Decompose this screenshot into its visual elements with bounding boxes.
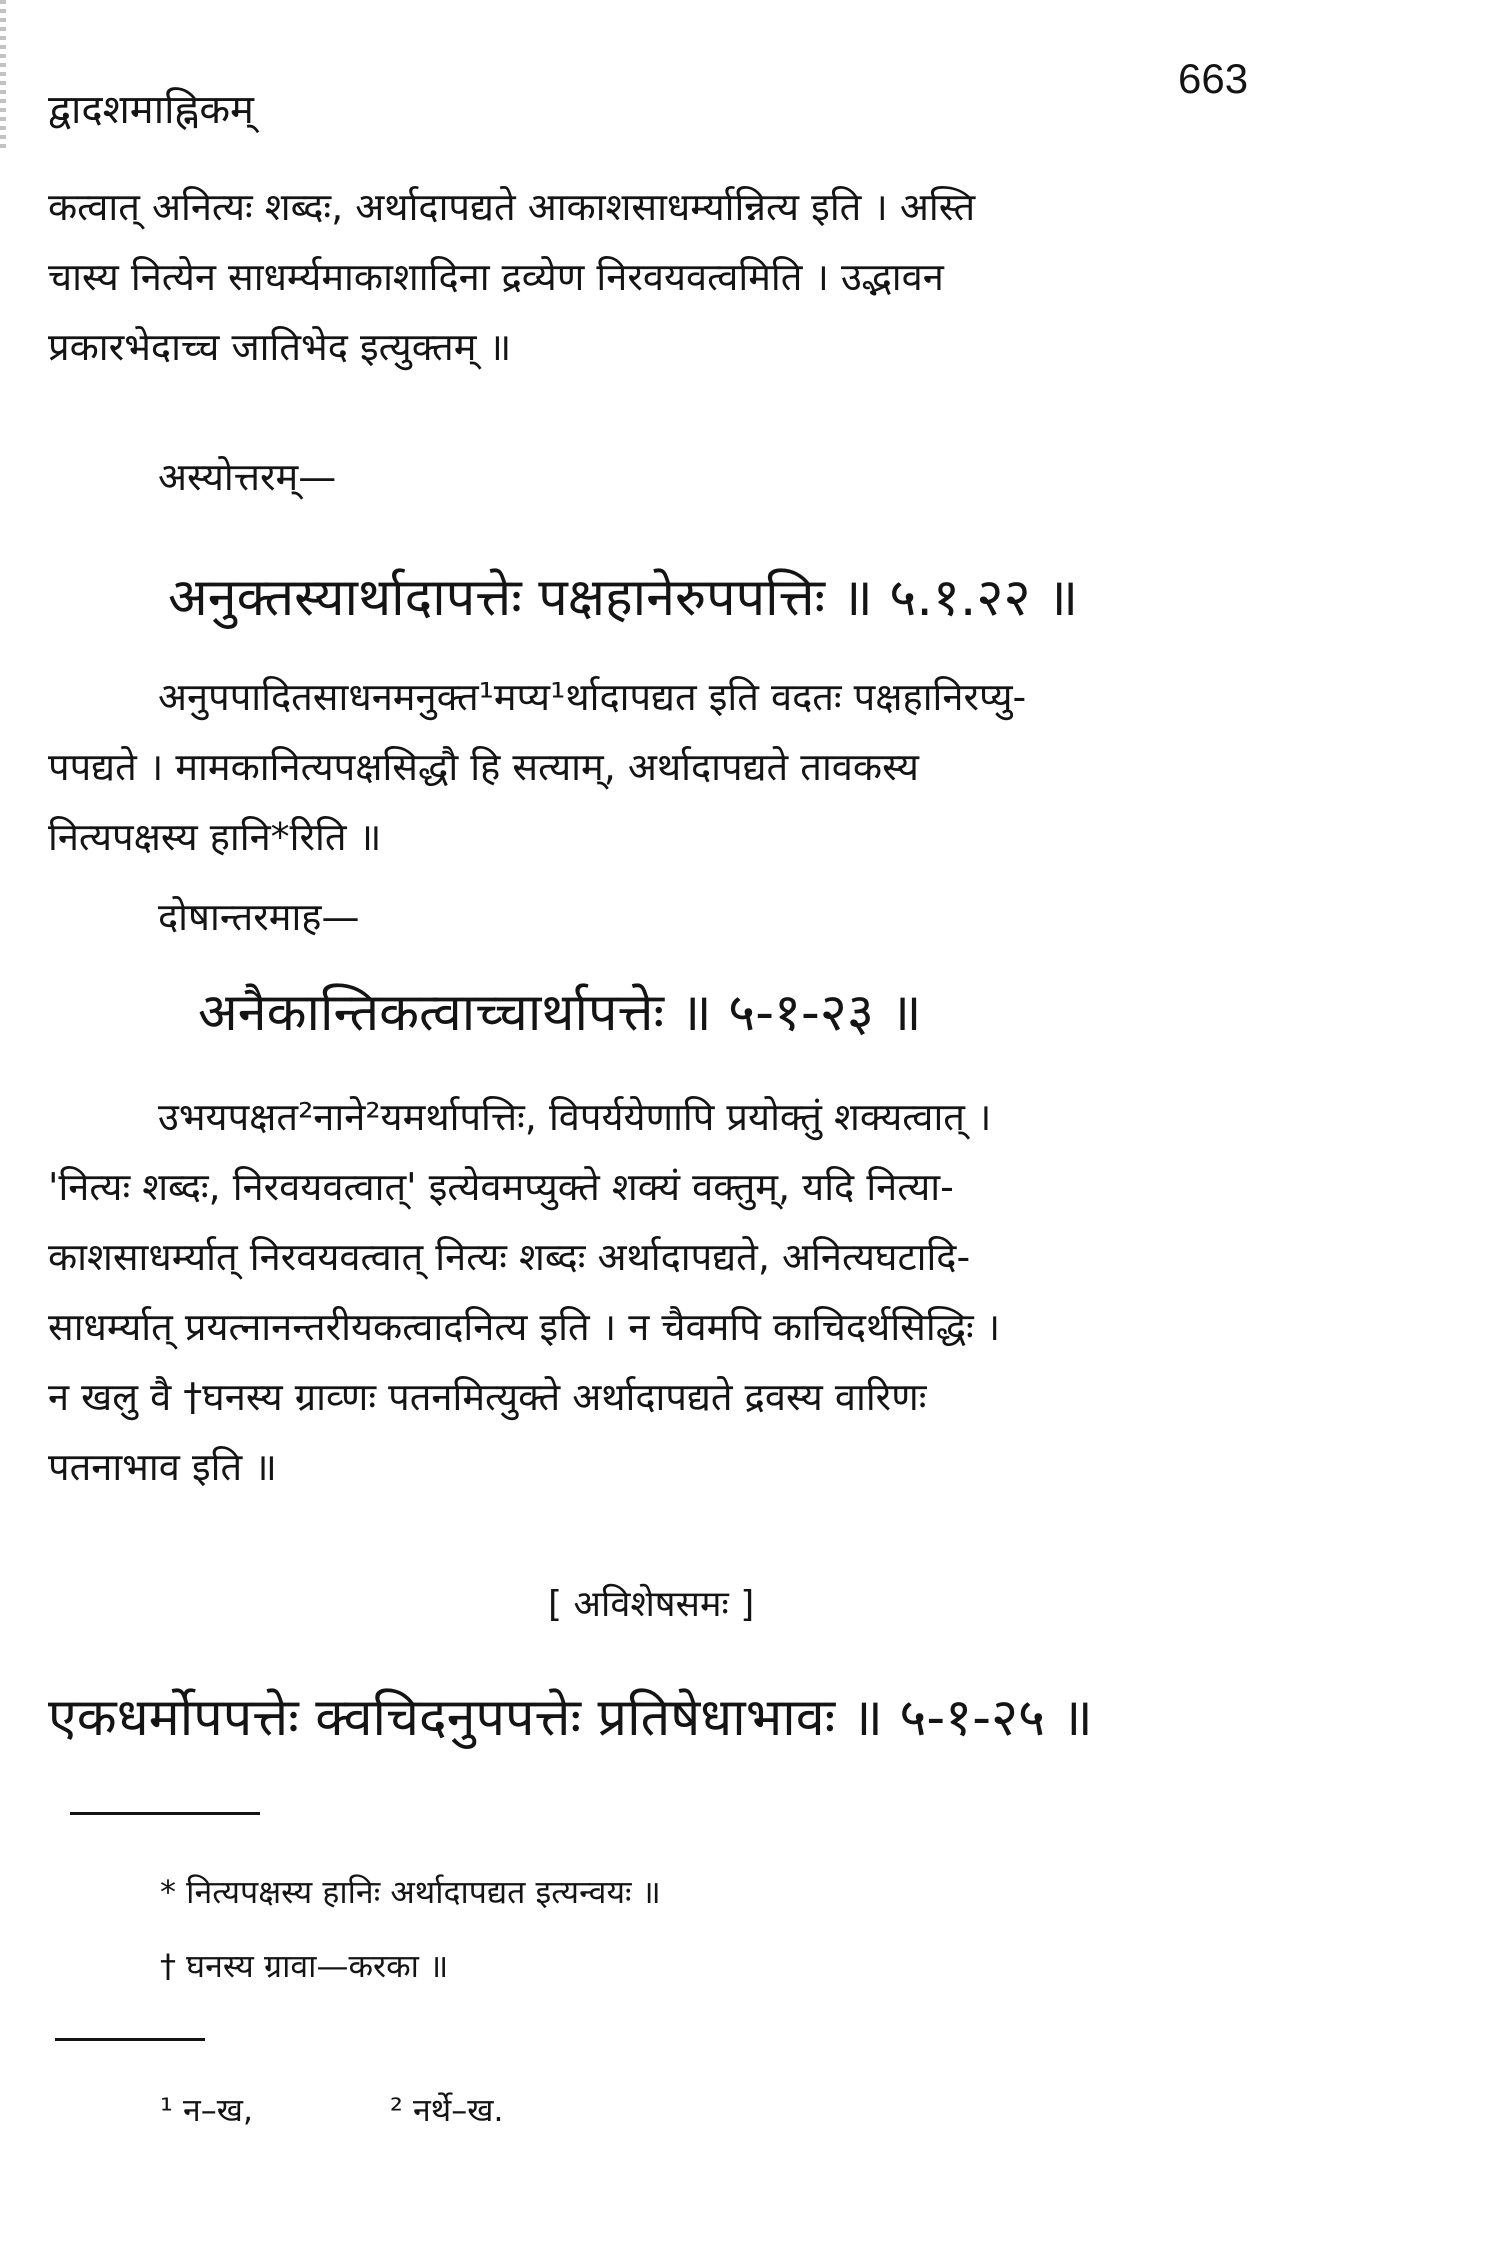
- running-header-title: द्वादशमाह्निकम्: [48, 87, 254, 133]
- footnote-dagger: † घनस्य ग्रावा—करका ॥: [160, 1947, 449, 1985]
- para3-line-6: पतनाभाव इति ॥: [48, 1445, 277, 1489]
- scan-edge-artifact: [0, 0, 6, 150]
- para2-line-2: पपद्यते । मामकानित्यपक्षसिद्धौ हि सत्याम्, अर्थादापद्यते तावकस्य: [48, 745, 919, 789]
- para1-line-1: कत्वात् अनित्यः शब्दः, अर्थादापद्यते आकाशसाधर्म्यान्नित्य इति । अस्ति: [48, 185, 976, 229]
- para3-line-2: 'नित्यः शब्दः, निरवयवत्वात्' इत्येवमप्युक्ते शक्यं वक्तुम्, यदि नित्या-: [48, 1165, 954, 1209]
- para2-line-1: अनुपपादितसाधनमनुक्त¹मप्य¹र्थादापद्यत इति वदतः पक्षहानिरप्यु-: [158, 675, 1027, 719]
- variant-separator: [55, 2038, 205, 2041]
- para2-line-3: नित्यपक्षस्य हानि*रिति ॥: [48, 815, 382, 859]
- variant-note-1: ¹ न–ख,: [160, 2091, 254, 2129]
- page-number: 663: [1178, 55, 1249, 102]
- variant-note-2: ² नर्थे–ख.: [390, 2091, 504, 2129]
- sutra-5-1-23: अनैकान्तिकत्वाच्चार्थापत्तेः ॥ ५-१-२३ ॥: [198, 983, 922, 1043]
- para3-line-4: साधर्म्यात् प्रयत्नानन्तरीयकत्वादनित्य इति । न चैवमपि काचिदर्थसिद्धिः ।: [48, 1305, 1001, 1349]
- sutra-5-1-22: अनुक्तस्यार्थादापत्तेः पक्षहानेरुपपत्तिः ॥ ५.१.२२ ॥: [168, 568, 1079, 628]
- para3-line-3: काशसाधर्म्यात् निरवयवत्वात् नित्यः शब्दः अर्थादापद्यते, अनित्यघटादि-: [48, 1235, 971, 1279]
- heading-doshantaram: दोषान्तरमाह—: [158, 895, 360, 939]
- footnote-separator: [70, 1812, 260, 1815]
- para1-line-3: प्रकारभेदाच्च जातिभेद इत्युक्तम् ॥: [48, 325, 512, 369]
- section-tag-avisheshasama: [ अविशेषसमः ]: [548, 1584, 755, 1625]
- sutra-5-1-25: एकधर्मोपपत्तेः क्वचिदनुपपत्तेः प्रतिषेधाभावः ॥ ५-१-२५ ॥: [48, 1688, 1093, 1748]
- para1-line-2: चास्य नित्येन साधर्म्यमाकाशादिना द्रव्येण निरवयवत्वमिति । उद्भावन: [48, 255, 944, 299]
- footnote-star: * नित्यपक्षस्य हानिः अर्थादापद्यत इत्यन्वयः ॥: [160, 1873, 661, 1911]
- para3-line-1: उभयपक्षत²नाने²यमर्थापत्तिः, विपर्ययेणापि प्रयोक्तुं शक्यत्वात् ।: [158, 1095, 992, 1139]
- para3-line-5: न खलु वै †घनस्य ग्राव्णः पतनमित्युक्ते अर्थादापद्यते द्रवस्य वारिणः: [48, 1375, 927, 1419]
- heading-asyottaram: अस्योत्तरम्—: [158, 455, 337, 499]
